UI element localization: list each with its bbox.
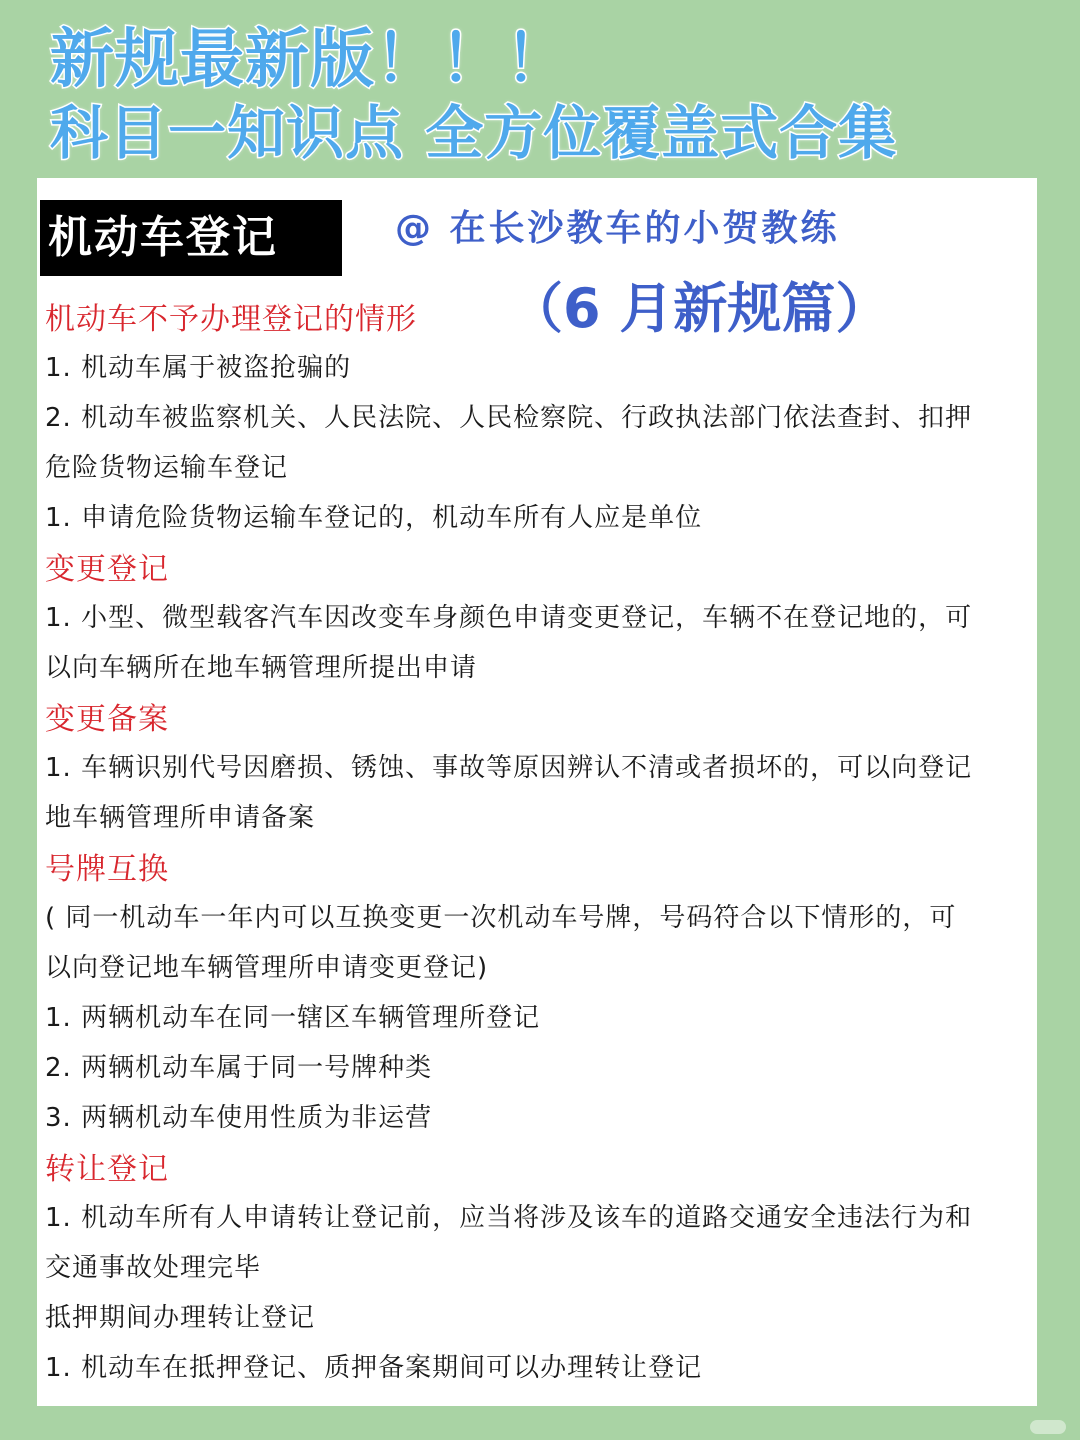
content-line: 3. 两辆机动车使用性质为非运营: [45, 1103, 433, 1133]
section-heading: 号牌互换: [45, 852, 169, 887]
subtitle: （6 月新规篇）: [509, 277, 890, 340]
watermark: [1030, 1420, 1066, 1434]
content-line: 以向登记地车辆管理所申请变更登记): [45, 953, 489, 983]
content-line: 抵押期间办理转让登记: [45, 1303, 316, 1333]
section-heading: 转让登记: [45, 1152, 169, 1187]
page-title-line2: 科目一知识点 全方位覆盖式合集: [50, 99, 898, 167]
content-line: 1. 车辆识别代号因磨损、锈蚀、事故等原因辨认不清或者损坏的，可以向登记: [45, 753, 973, 783]
author-handle: @ 在长沙教车的小贺教练: [395, 208, 840, 249]
content-line: 1. 申请危险货物运输车登记的，机动车所有人应是单位: [45, 503, 703, 533]
content-line: 以向车辆所在地车辆管理所提出申请: [45, 653, 478, 683]
content-line: 地车辆管理所申请备案: [45, 803, 316, 833]
section-heading: 变更登记: [45, 552, 169, 587]
content-line: 1. 两辆机动车在同一辖区车辆管理所登记: [45, 1003, 541, 1033]
page-title-line1: 新规最新版！！！: [50, 23, 570, 97]
content-line: 2. 两辆机动车属于同一号牌种类: [45, 1053, 433, 1083]
content-line: 1. 机动车所有人申请转让登记前，应当将涉及该车的道路交通安全违法行为和: [45, 1203, 973, 1233]
content-line: 1. 机动车在抵押登记、质押备案期间可以办理转让登记: [45, 1353, 703, 1383]
content-line: 2. 机动车被监察机关、人民法院、人民检察院、行政执法部门依法查封、扣押: [45, 403, 973, 433]
content-line: 1. 小型、微型载客汽车因改变车身颜色申请变更登记，车辆不在登记地的，可: [45, 603, 973, 633]
section-heading: 变更备案: [45, 702, 169, 737]
content-line: 危险货物运输车登记: [45, 453, 289, 483]
content-line: 1. 机动车属于被盗抢骗的: [45, 353, 352, 383]
content-line: ( 同一机动车一年内可以互换变更一次机动车号牌，号码符合以下情形的，可: [45, 903, 957, 933]
section-heading: 机动车不予办理登记的情形: [45, 302, 417, 337]
section-tag: 机动车登记: [40, 200, 342, 276]
content-card: [37, 178, 1037, 1406]
content-line: 交通事故处理完毕: [45, 1253, 262, 1283]
